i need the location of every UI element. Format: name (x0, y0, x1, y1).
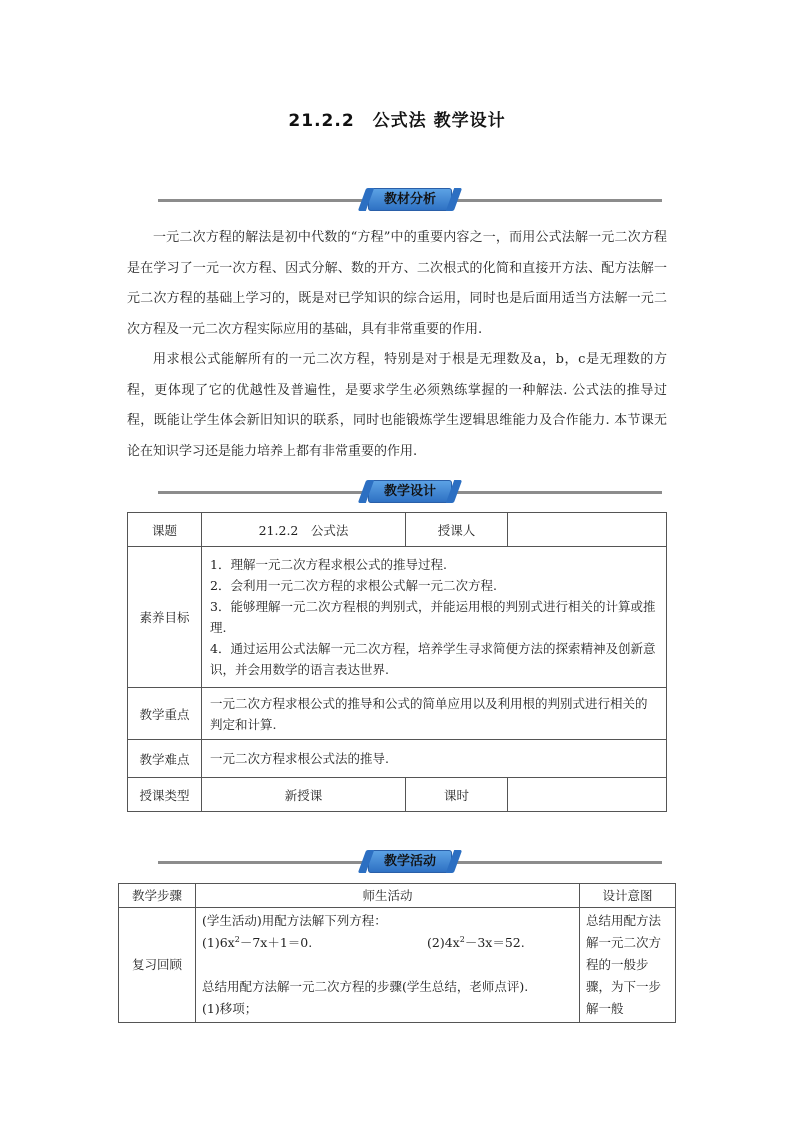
section-header-activity (158, 850, 662, 874)
review-content (196, 908, 580, 1023)
section-badge-activity: 教学活动 (368, 850, 452, 873)
topic-value: 21.2.2 公式法 (202, 513, 406, 547)
goal-item: 3．能够理解一元二次方程根的判别式，并能运用根的判别式进行相关的计算或推理. (210, 599, 656, 635)
section-header-analysis (158, 188, 662, 212)
type-label: 授课类型 (128, 778, 202, 812)
page-title: 21.2.2 公式法 教学设计 (288, 111, 506, 131)
design-row-type (128, 778, 667, 812)
section-badge-design: 教学设计 (368, 480, 452, 503)
analysis-paragraph-1: 一元二次方程的解法是初中代数的“方程”中的重要内容之一，而用公式法解一元二次方程是在学习了一元一次方程、因式分解、数的开方、二次根式的化简和直接开方法、配方法解一元二次方程的基础上学习的，既是对已学知识的综合运用，同时也是后面用适当方法解一元二次方程及一元二次方程实际应用的基础，具有非常重要的作用. (127, 230, 667, 337)
goals-label: 素养目标 (128, 547, 202, 688)
teacher-value (508, 513, 667, 547)
key-value: 一元二次方程求根公式的推导和公式的简单应用以及利用根的判别式进行相关的判定和计算. (202, 688, 667, 740)
exponent: 2 (459, 934, 465, 944)
design-row-topic (128, 513, 667, 547)
equation-2 (427, 932, 525, 954)
section-badge-analysis: 教材分析 (368, 188, 452, 211)
section-header-design (158, 480, 662, 504)
design-row-goals (128, 547, 667, 688)
goal-item: 1．理解一元二次方程求根公式的推导过程. (210, 557, 447, 572)
step-review: 复习回顾 (119, 908, 196, 1023)
exponent: 2 (234, 934, 240, 944)
analysis-paragraph-2: 用求根公式能解所有的一元二次方程，特别是对于根是无理数及a，b，c是无理数的方程，更体现了它的优越性及普遍性，是要求学生必须熟练掌握的一种解法. 公式法的推导过程，既能让学生体会新旧知识的联系，同时也能锻炼学生逻辑思维能力及合作能力. 本节课无论在知识学习还是能力培养上都有非常重要的作用. (127, 352, 667, 459)
goal-item: 4．通过运用公式法解一元二次方程，培养学生寻求简便方法的探索精神及创新意识，并会用数学的语言表达世界. (210, 641, 656, 677)
difficulty-value: 一元二次方程求根公式法的推导. (202, 740, 667, 778)
teacher-label: 授课人 (406, 513, 508, 547)
review-line: 总结用配方法解一元二次方程的步骤(学生总结，老师点评). (202, 979, 529, 994)
design-row-key (128, 688, 667, 740)
hours-value (508, 778, 667, 812)
equation-row (202, 932, 573, 954)
equation-2-rest: －3x＝52. (464, 935, 525, 950)
review-line: (学生活动)用配方法解下列方程： (202, 913, 387, 928)
key-label: 教学重点 (128, 688, 202, 740)
header-step: 教学步骤 (119, 884, 196, 908)
design-row-difficulty (128, 740, 667, 778)
design-table (127, 512, 667, 812)
activity-header-row (119, 884, 676, 908)
review-intent: 总结用配方法解一元二次方程的一般步骤，为下一步解一般 (580, 908, 676, 1023)
goal-item: 2．会利用一元二次方程的求根公式解一元二次方程. (210, 578, 497, 593)
spacer (202, 954, 573, 976)
header-activity: 师生活动 (196, 884, 580, 908)
equation-1 (202, 932, 427, 954)
header-intent: 设计意图 (580, 884, 676, 908)
difficulty-label: 教学难点 (128, 740, 202, 778)
activity-row-review (119, 908, 676, 1023)
equation-1-term: (1)6x (202, 935, 235, 950)
equation-2-term: (2)4x (427, 935, 460, 950)
goals-list (202, 547, 667, 688)
activity-table (118, 883, 676, 1023)
type-value: 新授课 (202, 778, 406, 812)
review-line: (1)移项； (202, 1001, 258, 1016)
equation-1-rest: －7x＋1＝0. (239, 935, 313, 950)
topic-label: 课题 (128, 513, 202, 547)
hours-label: 课时 (406, 778, 508, 812)
